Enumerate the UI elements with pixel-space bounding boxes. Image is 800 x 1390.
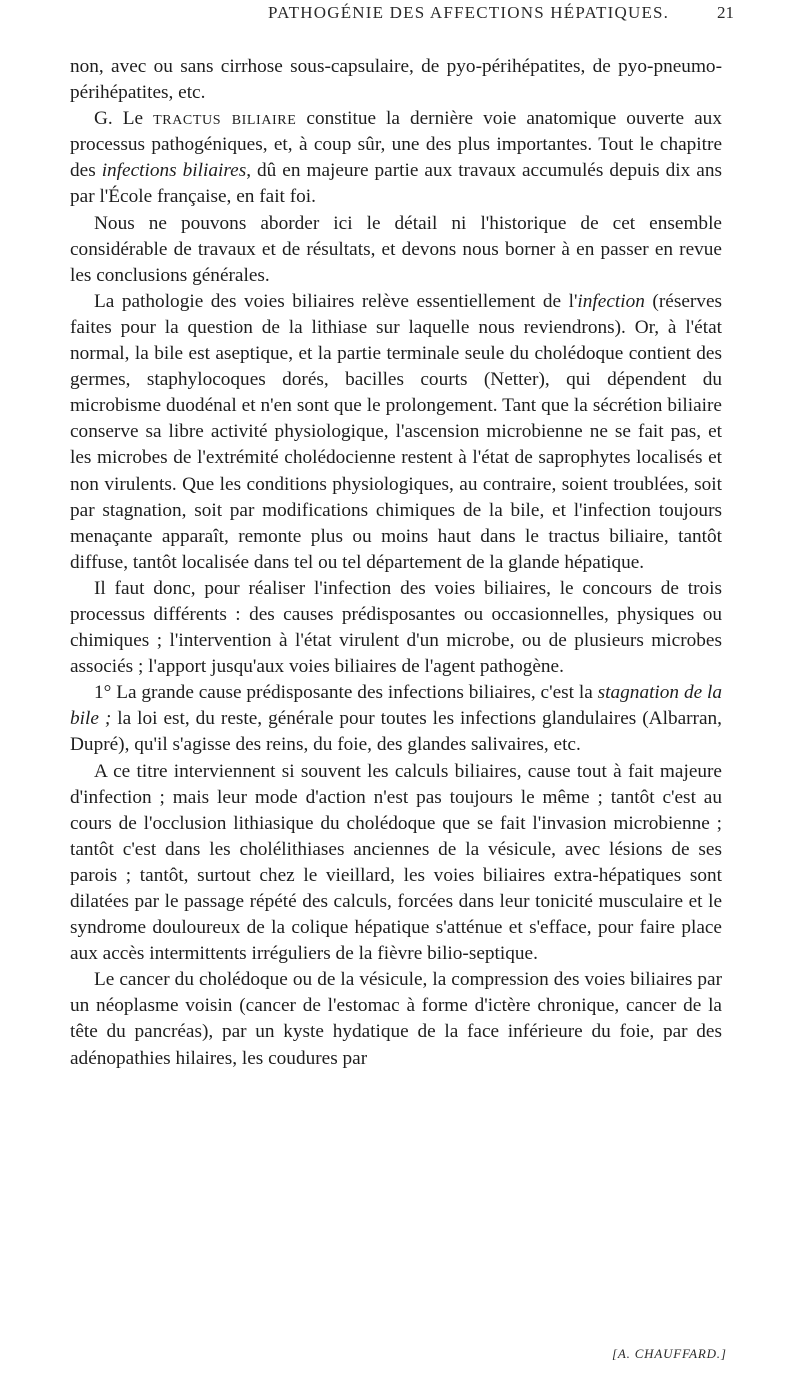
paragraph-cancer: Le cancer du cholédoque ou de la vésicule, la compression des voies biliaires par un néoplasme voisin (cancer de l'estomac à forme d'ictère chronique, cancer de la tête du pancréas), par un kyste hydatique de la face inférieure du foie, par des adénopathies hilaires, les coudures par bbox=[70, 969, 722, 1069]
paragraph-continuation: non, avec ou sans cirrhose sous-capsulaire, de pyo-périhépatites, de pyo-pneumo-périhépatites, etc. bbox=[70, 56, 722, 104]
emphasis-text: stagnation de la bile ; bbox=[70, 682, 722, 730]
section-term: tractus biliaire bbox=[153, 108, 297, 130]
paragraph-lead: G. Le bbox=[94, 108, 154, 130]
paragraph-stagnation bbox=[70, 680, 722, 758]
page-number: 21 bbox=[717, 3, 734, 22]
paragraph-lead: 1° La grande cause prédisposante des infections biliaires, c'est la bbox=[94, 682, 598, 704]
paragraph-calculs: A ce titre interviennent si souvent les calculs biliaires, cause tout à fait majeure d'infection ; mais leur mode d'action n'est pas toujours le même ; tantôt c'est au cours de l'occlusion lithiasique du cholédoque que se fait l'invasion microbienne ; tantôt c'est dans les cholélithiases anciennes de la vésicule, avec lésions de ses parois ; tantôt, surtout chez le vieillard, les voies biliaires extra-hépatiques sont dilatées par le passage répété des calculs, forcées dans leur tonicité musculaire et le syndrome douloureux de la colique hépatique s'atténue et s'efface, pour faire place aux accès intermittents irréguliers de la fièvre bilio-septique. bbox=[70, 760, 722, 965]
paragraph-text: la loi est, du reste, générale pour toutes les infections glandulaires (Albarran, Dupré), qu'il s'agisse des reins, du foie, des glandes salivaires, etc. bbox=[70, 708, 722, 756]
paragraph-tractus-biliaire bbox=[70, 106, 722, 210]
emphasis-text: infections biliaires bbox=[101, 160, 247, 182]
body-text bbox=[70, 54, 722, 1072]
running-title: PATHOGÉNIE DES AFFECTIONS HÉPATIQUES. bbox=[268, 3, 670, 22]
paragraph-processus: Il faut donc, pour réaliser l'infection des voies biliaires, le concours de trois processus différents : des causes prédisposantes ou occasionnelles, physiques ou chimiques ; l'intervention à l'état virulent d'un microbe, ou de plusieurs microbes associés ; l'apport jusqu'aux voies biliaires de l'agent pathogène. bbox=[70, 577, 722, 678]
paragraph-text: , dû en majeure partie aux travaux accumulés depuis dix ans par l'École française, en fait foi. bbox=[70, 160, 722, 208]
paragraph-text: constitue la dernière voie anatomique ouverte aux processus pathogéniques, et, à coup sûr, une des plus importantes. Tout le chapitre des bbox=[70, 108, 722, 182]
printer-signature-mark: [A. CHAUFFARD.] bbox=[612, 1346, 727, 1361]
paragraph-text: (réserves faites pour la question de la lithiase sur laquelle nous reviendrons). Or, à l'état normal, la bile est aseptique, et la partie terminale seule du cholédoque contient des germes, staphylocoques dorés, bacilles courts (Netter), qui dépendent du microbisme duodénal et n'en sont que le prolongement. Tant que la sécrétion biliaire conserve sa libre activité physiologique, l'ascension microbienne ne se fait pas, et les microbes de l'extrémité cholédocienne restent à l'état de saprophytes localisés et non virulents. Que les conditions physiologiques, au contraire, soient troublées, soit par stagnation, soit par modifications chimiques de la bile, et l'infection toujours menaçante apparaît, remonte plus ou moins haut dans le tractus biliaire, tantôt diffuse, tantôt localisée dans tel ou tel département de la glande hépatique. bbox=[70, 290, 722, 573]
paragraph-infection bbox=[70, 289, 722, 576]
paragraph-conclusions: Nous ne pouvons aborder ici le détail ni l'historique de cet ensemble considérable de travaux et de résultats, et devons nous borner à en passer en revue les conclusions générales. bbox=[70, 212, 722, 286]
paragraph-text: La pathologie des voies biliaires relève essentiellement de l' bbox=[94, 290, 578, 312]
emphasis-text: infection bbox=[577, 290, 645, 312]
